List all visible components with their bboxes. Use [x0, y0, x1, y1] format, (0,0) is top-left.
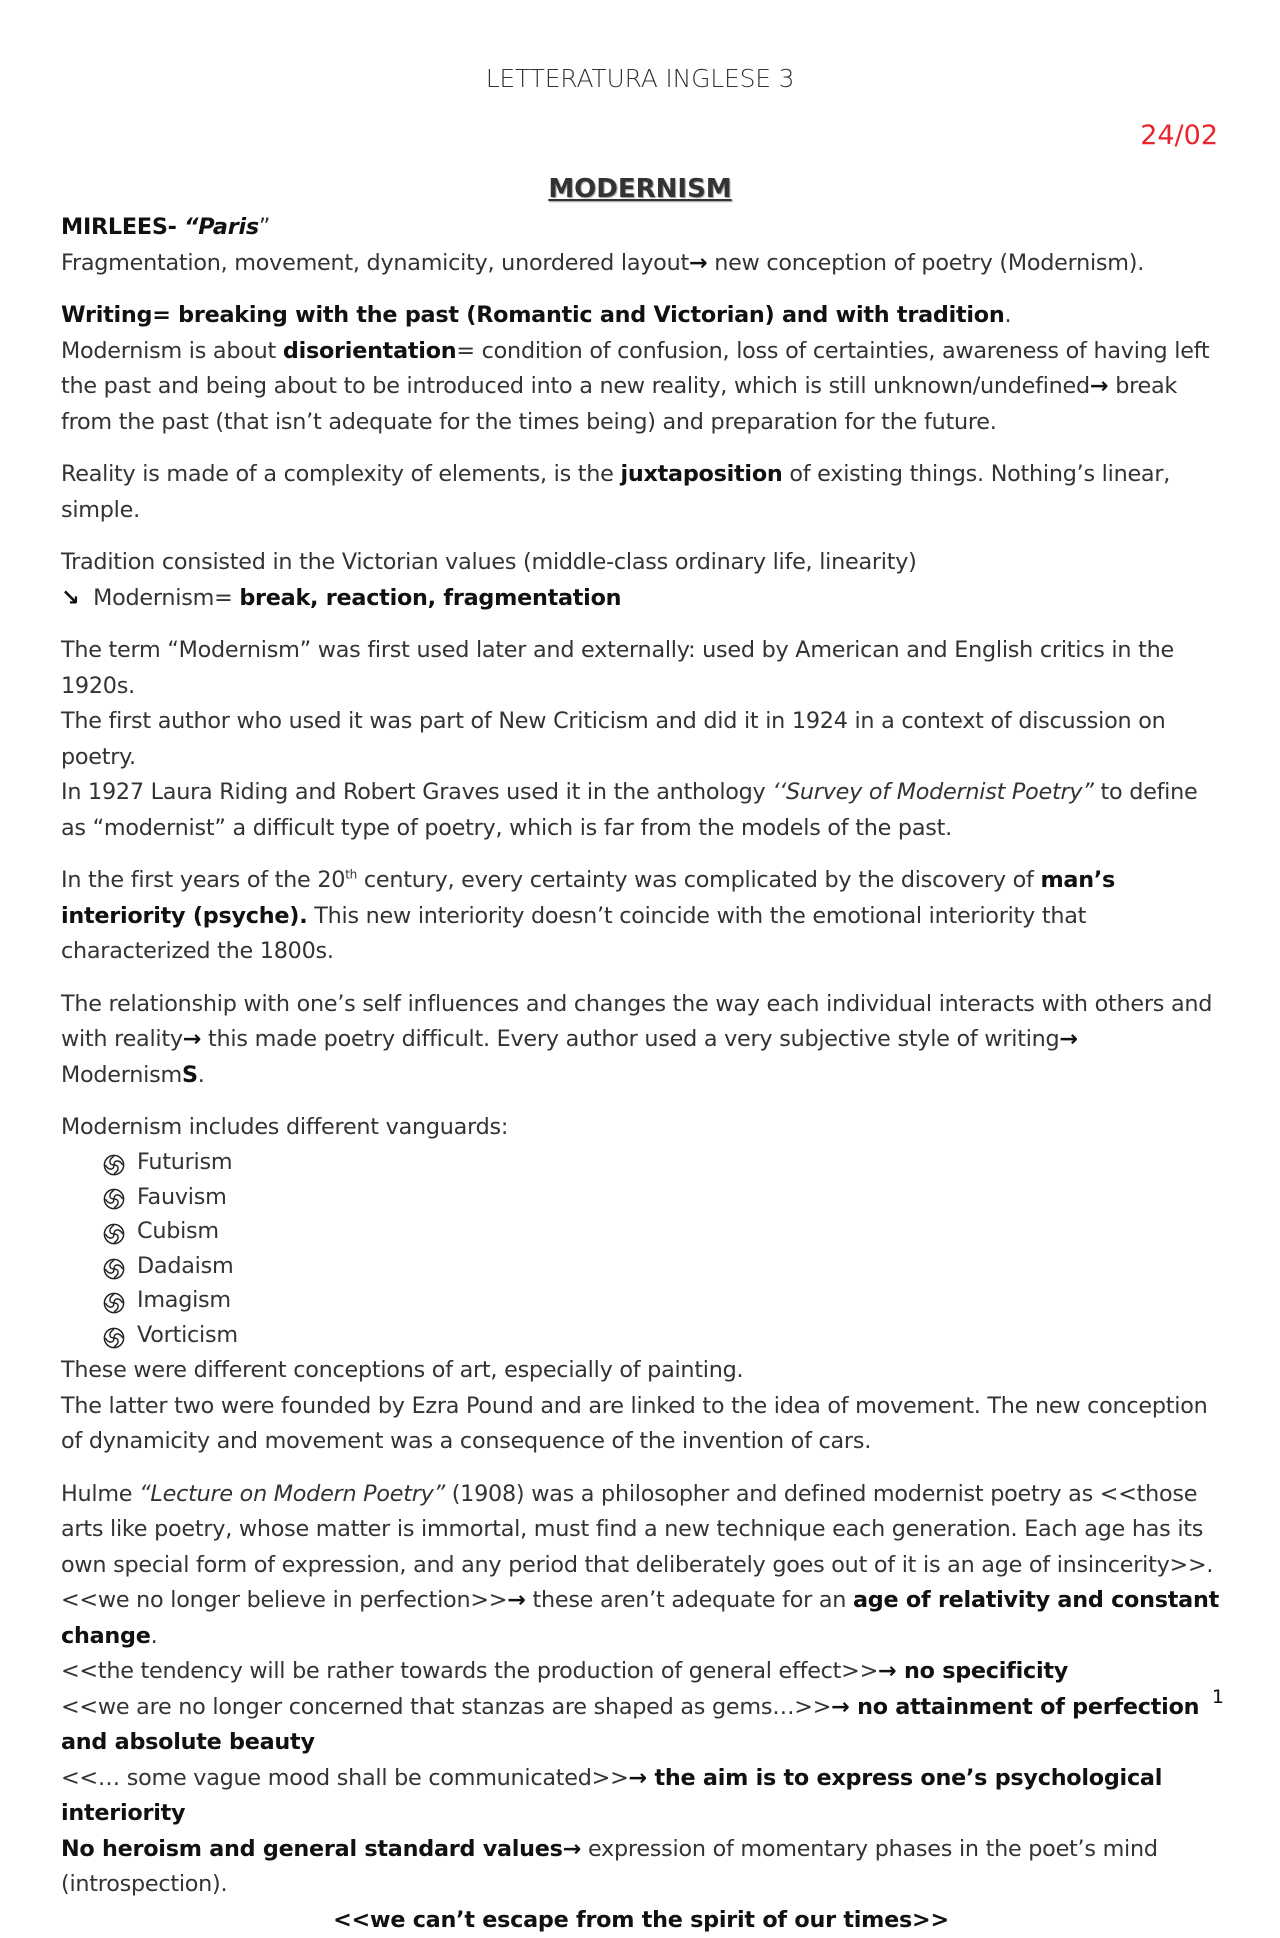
quote-3-conclusion: the aim is to express one’s psychological interiority [61, 1764, 1163, 1827]
work-author: MIRLEES- [61, 214, 185, 240]
page-number: 1 [1211, 1686, 1224, 1708]
fragmentation-line [61, 246, 1221, 282]
hulme-dot: . [150, 1622, 158, 1649]
writing-headline [61, 298, 1221, 334]
plural-s: S [181, 1061, 198, 1088]
closing-quote [61, 1903, 1221, 1938]
disorientation-end: break from the past (that isn’t adequate for the times being) and preparation for the future. [61, 373, 1178, 435]
quote-1-conclusion: no specificity [896, 1658, 1069, 1685]
vanguard-label: Fauvism [137, 1183, 227, 1210]
work-reference [61, 210, 1221, 246]
hulme-text-after: these aren’t adequate for an [525, 1587, 854, 1614]
vanguard-item [103, 1318, 1221, 1353]
term-line-3-start: In 1927 Laura Riding and Robert Graves used it in the anthology [61, 779, 773, 805]
interiority-term: man’s interiority (psyche). [61, 867, 1116, 929]
course-title: LETTERATURA INGLESE 3 [485, 64, 795, 93]
vanguards-intro: Modernism includes different vanguards: [61, 1114, 509, 1140]
arrow-down-right-icon: ↘ [61, 584, 80, 611]
quote-3: <<… some vague mood shall be communicated>> [61, 1764, 629, 1791]
vanguards-note-2: The latter two were founded by Ezra Pound and are linked to the idea of movement. The new conception of dynamicity and movement was a consequence of the invention of cars. [61, 1392, 1208, 1455]
arrow-icon: → [1059, 1026, 1078, 1052]
vanguard-label: Imagism [137, 1287, 231, 1314]
term-line-1: The term “Modernism” was first used later and externally: used by American and English critics in the 1920s. [61, 637, 1174, 699]
hulme-paragraph [61, 1477, 1221, 1655]
relationship-start: The relationship with one’s self influences and changes the way each individual interacts with others and with reality [61, 990, 1213, 1052]
disorientation-start: Modernism is about [61, 337, 283, 364]
term-line-3 [61, 775, 1221, 846]
disorientation-definition: = condition of confusion, loss of certainties, awareness of having left the past and being about to be introduced into a new reality, which is still unknown/undefined [61, 337, 1210, 399]
fragmentation-result: new conception of poetry (Modernism). [707, 249, 1145, 276]
relationship-paragraph [61, 987, 1221, 1094]
vanguards-list [61, 1146, 1221, 1354]
vanguard-item [103, 1249, 1221, 1284]
reality-end: of existing things. Nothing’s linear, simple. [61, 461, 1171, 523]
quote-1: <<the tendency will be rather towards the production of general effect>> [61, 1658, 879, 1685]
reality-start: Reality is made of a complexity of elements, is the [61, 461, 621, 487]
heroism-term: No heroism and general standard values [61, 1835, 563, 1862]
reality-paragraph [61, 457, 1221, 528]
heroism-explanation: expression of momentary phases in the poet’s mind (introspection). [61, 1835, 1158, 1898]
section-title: MODERNISM [548, 174, 732, 204]
fragmentation-text: Fragmentation, movement, dynamicity, unordered layout [61, 249, 689, 276]
quote-general-effect [61, 1654, 1221, 1690]
vanguard-item [103, 1146, 1221, 1181]
tradition-line: Tradition consisted in the Victorian values (middle-class ordinary life, linearity) [61, 549, 917, 575]
work-title: “Paris [184, 214, 259, 240]
quote-stanzas [61, 1690, 1221, 1761]
arrow-icon: → [562, 1835, 582, 1862]
vanguard-label: Dadaism [137, 1252, 234, 1279]
notes-body [61, 210, 1221, 1938]
arrow-icon: → [182, 1026, 202, 1052]
disorientation-paragraph [61, 334, 1221, 441]
juxtaposition-term: juxtaposition [620, 461, 783, 487]
spiral-bullet-icon [103, 1221, 125, 1243]
lecture-title: “Lecture on Modern Poetry” [139, 1480, 445, 1507]
term-line-3-end: to define as “modernist” a difficult type of poetry, which is far from the models of the past. [61, 779, 1198, 841]
spiral-bullet-icon [103, 1256, 125, 1278]
relationship-mid: this made poetry difficult. Every author used a very subjective style of writing [201, 1026, 1060, 1052]
vanguards-note-1: These were different conceptions of art, especially of painting. [61, 1357, 744, 1384]
arrow-icon: → [831, 1693, 850, 1720]
ordinal-suffix: th [345, 867, 358, 882]
spiral-bullet-icon [103, 1186, 125, 1208]
writing-headline-end: . [1004, 302, 1012, 328]
modernism-label: Modernism= [93, 584, 240, 611]
arrow-icon: → [1089, 373, 1109, 399]
disorientation-term: disorientation [282, 337, 457, 364]
arrow-icon: → [878, 1658, 897, 1685]
modernism-keywords: break, reaction, fragmentation [239, 584, 622, 611]
vanguard-label: Futurism [137, 1149, 233, 1176]
interiority-start: In the first years of the 20 [61, 867, 346, 893]
vanguard-item [103, 1215, 1221, 1250]
arrow-icon: → [688, 249, 708, 276]
spiral-bullet-icon [103, 1152, 125, 1174]
arrow-icon: → [507, 1587, 526, 1614]
hulme-text: (1908) was a philosopher and defined modernist poetry as <<those arts like poetry, whose matter is immortal, must find a new technique each generation. Each age has its own special form of expression, and any period that deliberately goes out of it is an age of insincerity>>. <<we no longer believe in perfection>> [61, 1480, 1214, 1614]
relationship-dot: . [197, 1061, 205, 1088]
quote-2: <<we are no longer concerned that stanzas are shaped as gems…>> [61, 1693, 832, 1720]
vanguard-label: Vorticism [137, 1322, 238, 1349]
heroism-line [61, 1832, 1221, 1903]
vanguard-label: Cubism [137, 1218, 219, 1245]
interiority-paragraph [61, 863, 1221, 970]
writing-headline-bold: Writing= breaking with the past (Romantic and Victorian) and with tradition [61, 302, 1005, 328]
term-line-2: The first author who used it was part of New Criticism and did it in 1924 in a context of discussion on poetry. [61, 708, 1166, 770]
hulme-name: Hulme [61, 1480, 140, 1507]
interiority-mid: century, every certainty was complicated by the discovery of [357, 867, 1041, 893]
relationship-end: Modernism [61, 1061, 182, 1088]
closing-quote-text: <<we can’t escape from the spirit of our times>> [333, 1906, 949, 1933]
spiral-bullet-icon [103, 1325, 125, 1347]
interiority-end: This new interiority doesn’t coincide with the emotional interiority that characterized the 1800s. [61, 902, 1087, 964]
vanguard-item [103, 1284, 1221, 1319]
lecture-date: 24/02 [1140, 120, 1218, 151]
quote-vague-mood [61, 1761, 1221, 1832]
relativity-term: age of relativity and constant change [61, 1587, 1219, 1649]
modernism-definition [61, 581, 1221, 617]
work-title-close: ” [258, 214, 271, 240]
quote-2-conclusion: no attainment of perfection and absolute beauty [61, 1693, 1200, 1756]
arrow-icon: → [628, 1764, 647, 1791]
spiral-bullet-icon [103, 1290, 125, 1312]
anthology-title: ‘‘Survey of Modernist Poetry” [772, 779, 1094, 805]
vanguard-item [103, 1180, 1221, 1215]
